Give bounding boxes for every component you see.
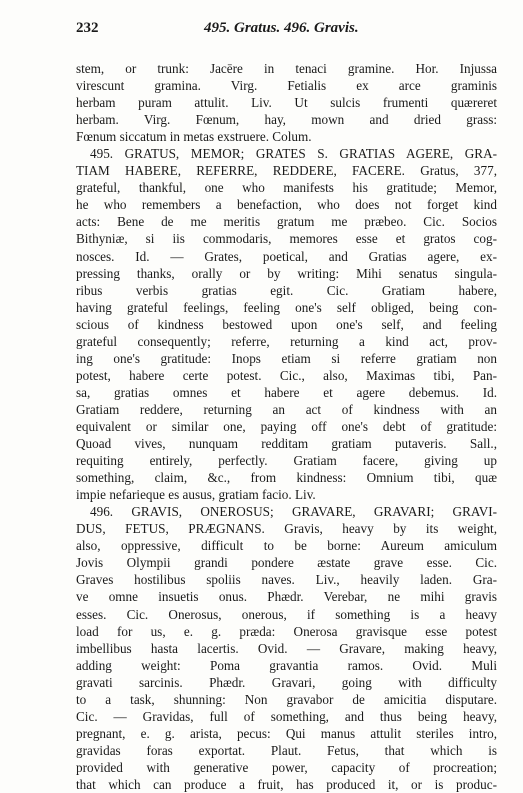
text-line: something, claim, &c., from kindness: Omnium tibi, quæ [76,470,497,486]
text-line: grateful consequently; referre, returning a kind act, prov- [76,333,497,349]
text-line: Quoad vives, nunquam redditam gratiam putaveris. Sall., [76,436,497,452]
text-line: stem, or trunk: Jacēre in tenaci gramine. Hor. Injussa [76,61,497,76]
text-line: herbam. Virg. Fœnum, hay, mown and dried grass: [76,112,497,128]
text-line: sa, gratias omnes et habere et agere debemus. Id. [76,384,497,400]
text-line: pregnant, e. g. arista, pecus: Qui manus attulit steriles intro, [76,725,497,741]
page-header [76,20,497,40]
text-line: scious of kindness bestowed upon one's self, and feeling [76,316,497,332]
text-line: ve omne insuetis onus. Phædr. Verebar, ne mihi gravis [76,589,497,605]
text-line: Gratiam reddere, returning an act of kindness with an [76,401,497,417]
text-line: herbam puram attulit. Liv. Ut sulcis frumenti quæreret [76,95,497,111]
text-line: requiting entirely, perfectly. Gratiam facere, giving up [76,453,497,469]
text-line: also, oppressive, difficult to be borne: Aureum amiculum [76,538,497,554]
text-line: DUS, FETUS, PRÆGNANS. Gravis, heavy by its weight, [76,521,497,537]
text-line: impie nefarieque es ausus, gratiam facio. Liv. [76,487,316,503]
text-line: potest, habere certe potest. Cic., also, Maximas tibi, Pan- [76,367,497,383]
text-line: that which can produce a fruit, has produced it, or is produc- [76,776,497,792]
text-line: Bithyniæ, si iis commodaris, memores esse et gratos cog- [76,231,497,247]
text-line: virescunt gramina. Virg. Fetialis ex arce graminis [76,78,497,94]
text-line: to a task, shunning: Non gravabor de amicitia disputare. [76,691,497,707]
page-number: 232 [76,20,99,36]
text-line: Fœnum siccatum in metas exstruere. Colum. [76,129,312,145]
text-line: acts: Bene de me meritis gratum me præbeo. Cic. Socios [76,214,497,230]
text-line: provided with generative power, capacity of procreation; [76,759,497,775]
text-line: esses. Cic. Onerosus, onerous, if something is a heavy [76,606,497,622]
text-line: load for us, e. g. præda: Onerosa gravisque esse potest [76,623,497,639]
text-line: TIAM HABERE, REFERRE, REDDERE, FACERE. Gratus, 377, [76,163,497,179]
text-line: ribus verbis gratias egit. Cic. Gratiam habere, [76,282,497,298]
text-line: having grateful feelings, feeling one's self obliged, being con- [76,299,497,315]
text-line: adding weight: Poma gravantia ramos. Ovid. Muli [76,657,497,673]
text-line: he who remembers a benefaction, who does not forget kind [76,197,497,213]
text-line: ing one's gratitude: Inops etiam si referre gratiam non [76,350,497,366]
running-head: 495. Gratus. 496. Gravis. [204,20,359,36]
text-line: Jovis Olympii grandi pondere æstate grave esse. Cic. [76,555,497,571]
text-line: gravidas foras exportat. Plaut. Fetus, that which is [76,742,497,758]
text-line: nosces. Id. — Grates, poetical, and Gratias agere, ex- [76,248,497,264]
text-line: 496. GRAVIS, ONEROSUS; GRAVARE, GRAVARI; GRAVI- [90,504,497,520]
text-line: gravati sarcinis. Phædr. Gravari, going with difficulty [76,674,497,690]
text-line: pressing thanks, orally or by writing: Mihi senatus singula- [76,265,497,281]
text-line: imbellibus hasta lacertis. Ovid. — Gravare, making heavy, [76,640,497,656]
body-text [76,60,497,793]
text-line: equivalent or similar one, paying off one's debt of gratitude: [76,418,497,434]
text-line: Cic. — Gravidas, full of something, and thus being heavy, [76,708,497,724]
text-line: Graves hostilibus spoliis naves. Liv., heavily laden. Gra- [76,572,497,588]
text-line: grateful, thankful, one who manifests his gratitude; Memor, [76,180,497,196]
text-line: 495. GRATUS, MEMOR; GRATES S. GRATIAS AGERE, GRA- [90,146,497,162]
